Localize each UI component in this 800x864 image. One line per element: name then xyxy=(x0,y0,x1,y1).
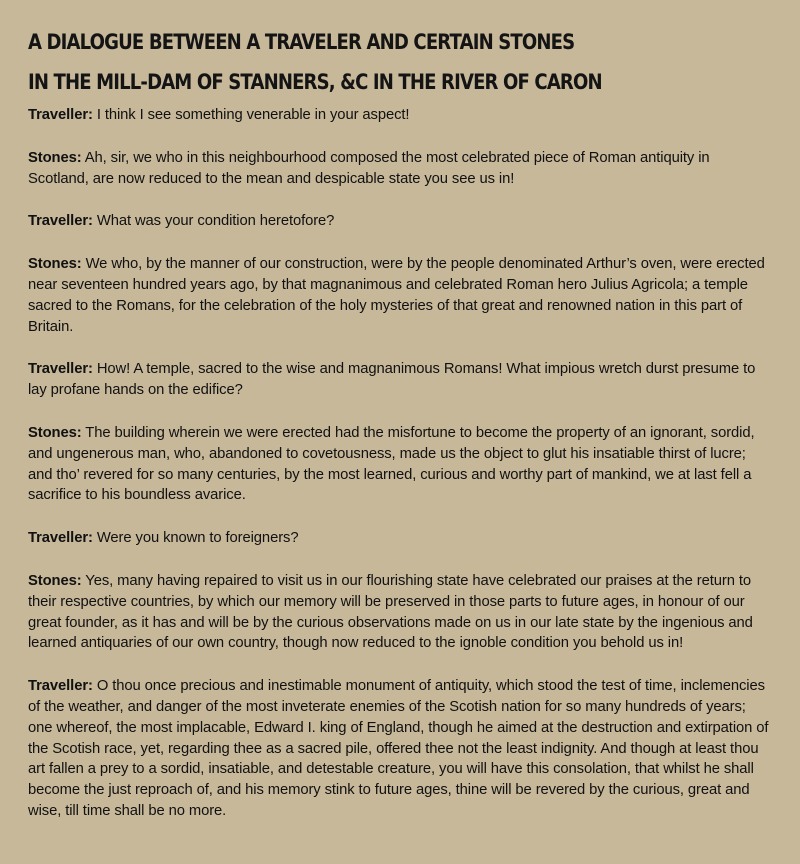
speech-text: The building wherein we were erected had the misfortune to become the property of an ignorant, sordid, and ungenerous man, who, abandoned to covetousness, made us the object to glut his insatiable thirst of lucre; and tho’ revered for so many centuries, by the most learned, curious and worthy part of mankind, we at last fell a sacrifice to his boundless avarice. xyxy=(28,424,755,504)
speech-text: Ah, sir, we who in this neighbourhood composed the most celebrated piece of Roman antiquity in Scotland, are now reduced to the mean and despicable state you see us in! xyxy=(28,149,710,187)
speaker-label: Stones: xyxy=(28,149,82,166)
title-line-1: A DIALOGUE BETWEEN A TRAVELER AND CERTAIN STONES xyxy=(28,30,575,54)
speaker-label: Traveller: xyxy=(28,213,93,230)
dialogue-turn-1 xyxy=(28,105,770,126)
speaker-label: Stones: xyxy=(28,572,82,589)
speech-text: I think I see something venerable in your aspect! xyxy=(92,107,410,123)
dialogue xyxy=(28,105,770,822)
speaker-label: Traveller: xyxy=(28,530,93,547)
speaker-label: Stones: xyxy=(28,256,82,273)
speech-text: Were you known to foreigners? xyxy=(92,530,299,547)
speech-text: O thou once precious and inestimable monument of antiquity, which stood the test of time, inclemencies of the weather, and danger of the most inveterate enemies of the Scotish nation for so many hundreds of years; one whereof, the most implacable, Edward I. king of England, though he aimed at the destruction and extirpation of the Scotish race, yet, regarding thee as a sacred pile, offered thee not the least indignity. And though at least thou art fallen a prey to a sordid, insatiable, and detestable creature, you will have this consolation, that whilst he shall become the just reproach of, and his memory stink to future ages, thine will be revered by the curious, great and wise, till time shall be no more. xyxy=(28,678,769,819)
dialogue-turn-6 xyxy=(28,423,770,506)
speaker-label: Traveller: xyxy=(28,678,93,695)
speech-text: How! A temple, sacred to the wise and magnanimous Romans! What impious wretch durst presume to lay profane hands on the edifice? xyxy=(28,361,756,399)
dialogue-turn-9 xyxy=(28,676,770,822)
dialogue-turn-4 xyxy=(28,254,770,337)
speaker-label: Traveller: xyxy=(28,107,93,123)
speaker-label: Traveller: xyxy=(28,361,93,378)
speaker-label: Stones: xyxy=(28,424,82,441)
dialogue-turn-5 xyxy=(28,359,770,401)
title-line-2: IN THE MILL-DAM OF STANNERS, &C IN THE RIVER OF CARON xyxy=(28,70,602,94)
speech-text: We who, by the manner of our construction, were by the people denominated Arthur’s oven, were erected near seventeen hundred years ago, by that magnanimous and celebrated Roman hero Julius Agricola; a temple sacred to the Romans, for the celebration of the holy mysteries of that great and renowned nation in this part of Britain. xyxy=(28,256,765,335)
dialogue-turn-7 xyxy=(28,528,770,549)
dialogue-turn-8 xyxy=(28,571,770,654)
speech-text: Yes, many having repaired to visit us in our flourishing state have celebrated our praises at the return to their respective countries, by which our memory will be preserved in those parts to future ages, in honour of our great founder, as it has and will be by the curious observations made on us in our late state by the ingenious and learned antiquaries of our own country, though now reduced to the ignoble condition you behold us in! xyxy=(28,572,753,652)
speech-text: What was your condition heretofore? xyxy=(92,213,335,230)
dialogue-turn-3 xyxy=(28,211,770,232)
dialogue-turn-2 xyxy=(28,148,770,190)
